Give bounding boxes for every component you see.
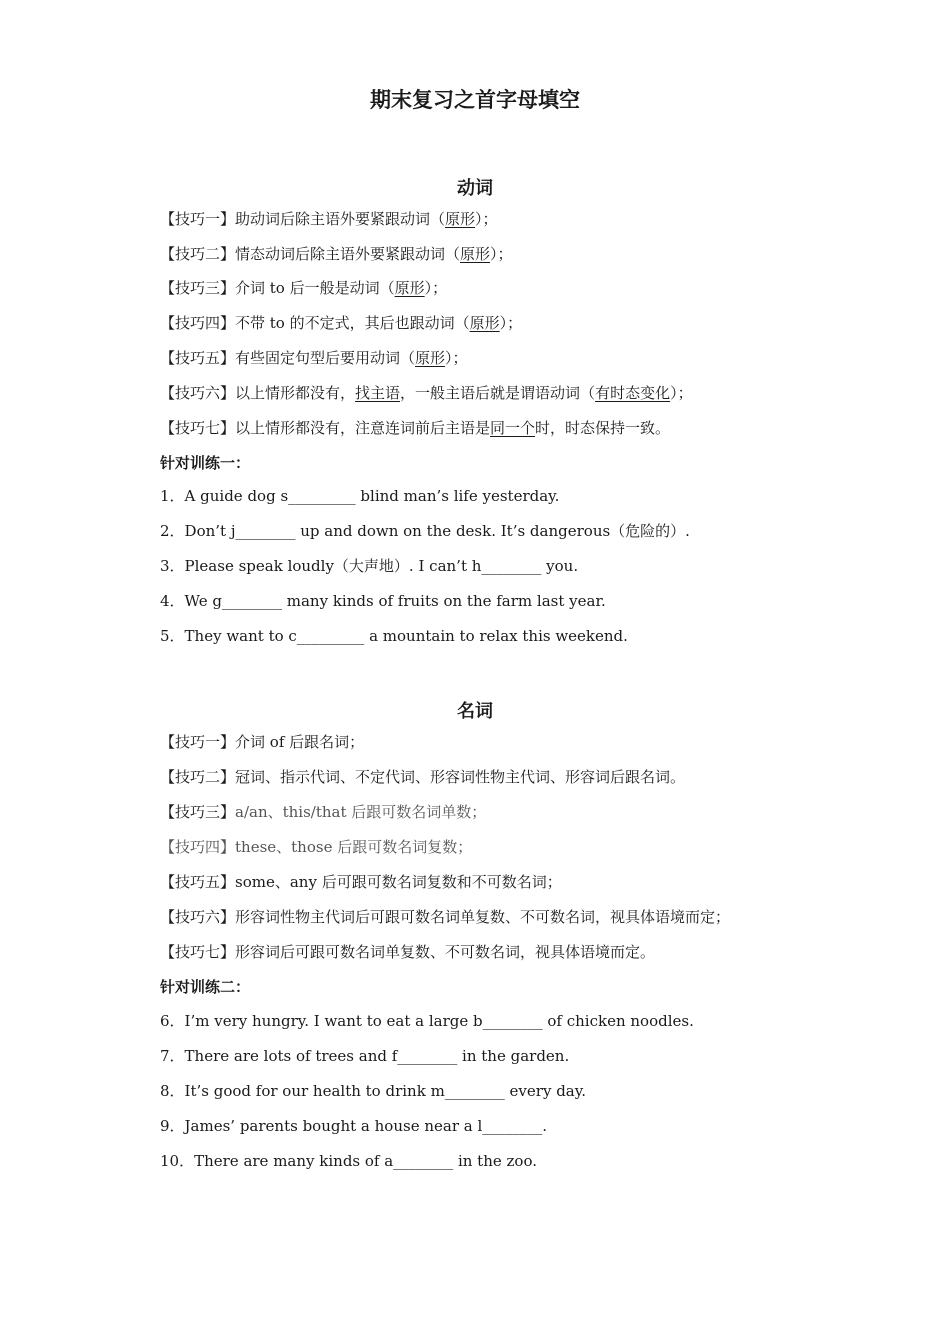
noun-tip-1: 【技巧一】介词 of 后跟名词； (160, 733, 365, 751)
noun-tip-6: 【技巧六】形容词性物主代词后可跟可数名词单复数、不可数名词，视具体语境而定； (160, 908, 731, 926)
question-8: 8．It’s good for our health to drink m________ every day. (160, 1082, 586, 1100)
question-9: 9．James’ parents bought a house near a l________. (160, 1117, 548, 1135)
question-7: 7．There are lots of trees and f________ in the garden. (160, 1047, 570, 1065)
verb-tip-7: 【技巧七】以上情形都没有，注意连词前后主语是同一个时，时态保持一致。 (160, 419, 671, 437)
verb-tip-5: 【技巧五】有些固定句型后要用动词（原形）； (160, 349, 468, 367)
noun-tip-5: 【技巧五】some、any 后可跟可数名词复数和不可数名词； (160, 873, 562, 891)
question-5: 5．They want to c_________ a mountain to relax this weekend. (160, 627, 628, 645)
question-3: 3．Please speak loudly（大声地）. I can’t h________ you. (160, 557, 579, 575)
verb-tip-6: 【技巧六】以上情形都没有，找主语，一般主语后就是谓语动词（有时态变化）； (160, 384, 693, 402)
verb-tip-4: 【技巧四】不带 to 的不定式，其后也跟动词（原形）； (160, 314, 523, 332)
noun-tip-2: 【技巧二】冠词、指示代词、不定代词、形容词性物主代词、形容词后跟名词。 (160, 768, 686, 786)
training-heading-2: 针对训练二： (160, 978, 251, 996)
noun-tip-3: 【技巧三】a/an、this/that 后跟可数名词单数； (160, 803, 487, 821)
verb-tip-2: 【技巧二】情态动词后除主语外要紧跟动词（原形）； (160, 245, 513, 263)
verb-tip-1: 【技巧一】助动词后除主语外要紧跟动词（原形）； (160, 210, 498, 228)
noun-tip-7: 【技巧七】形容词后可跟可数名词单复数、不可数名词，视具体语境而定。 (160, 943, 656, 961)
training-heading-1: 针对训练一： (160, 454, 251, 472)
question-6: 6．I’m very hungry. I want to eat a large b________ of chicken noodles. (160, 1012, 694, 1030)
question-10: 10．There are many kinds of a________ in the zoo. (160, 1152, 537, 1170)
verb-tip-3: 【技巧三】介词 to 后一般是动词（原形）； (160, 279, 448, 297)
section-title-verbs: 动词 (457, 178, 493, 199)
page-title: 期末复习之首字母填空 (370, 88, 580, 112)
question-1: 1．A guide dog s_________ blind man’s life yesterday. (160, 487, 560, 505)
section-title-nouns: 名词 (457, 701, 493, 722)
question-4: 4．We g________ many kinds of fruits on the farm last year. (160, 592, 606, 610)
noun-tip-4: 【技巧四】these、those 后跟可数名词复数； (160, 838, 473, 856)
question-2: 2．Don’t j________ up and down on the desk. It’s dangerous（危险的）. (160, 522, 690, 540)
